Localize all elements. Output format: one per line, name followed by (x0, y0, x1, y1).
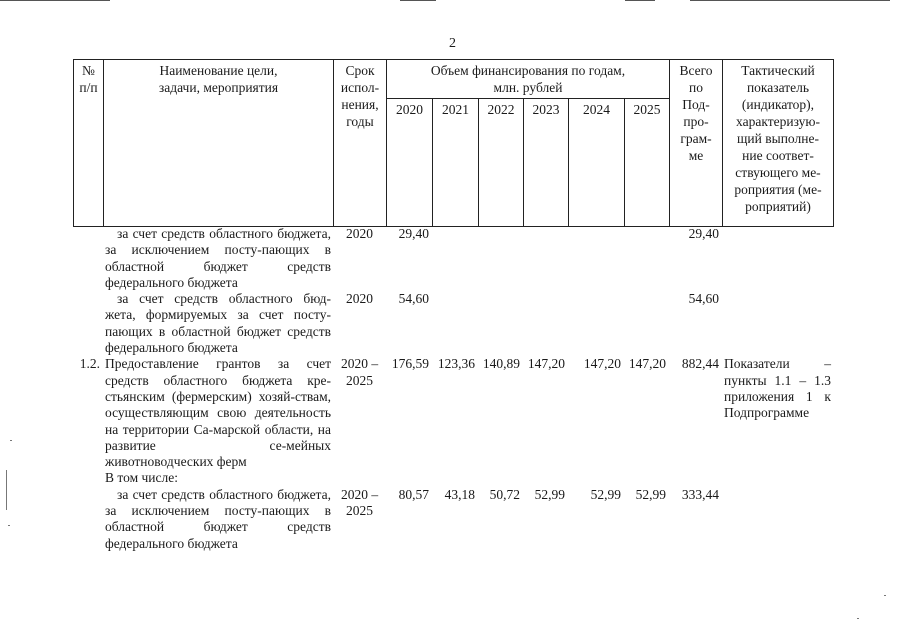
row-value: 80,57 (398, 486, 429, 502)
header-year: 2022 (479, 99, 524, 227)
scan-artifact (857, 618, 859, 619)
page-number: 2 (449, 36, 456, 51)
row-total: 882,44 (681, 356, 719, 372)
scan-artifact (625, 0, 655, 1)
header-term: Срок испол- нения, годы (334, 60, 387, 227)
scan-artifact (8, 525, 10, 526)
row-value (432, 291, 478, 356)
row-value: 52,99 (590, 486, 621, 502)
row-value (624, 226, 669, 291)
row-term: 2020 – 2025 (340, 486, 379, 519)
row-value: 52,99 (534, 486, 565, 502)
row-term: 2020 (346, 226, 373, 241)
row-indicator (722, 487, 833, 552)
row-value (568, 226, 624, 291)
row-indicator (722, 226, 833, 291)
row-value (478, 470, 523, 486)
row-value: 147,20 (628, 356, 666, 372)
row-value (568, 470, 624, 486)
table-row (73, 487, 833, 552)
row-value: 123,36 (437, 356, 475, 372)
row-term: 2020 – 2025 (340, 356, 379, 388)
row-name: В том числе: (105, 470, 178, 486)
row-number: 1.2. (79, 356, 100, 372)
header-total: Всего по Под- про- грам- ме (670, 60, 723, 227)
header-year: 2025 (625, 99, 670, 227)
header-year: 2020 (387, 99, 433, 227)
header-year: 2021 (433, 99, 479, 227)
row-value (624, 470, 669, 486)
row-value: 43,18 (444, 486, 475, 502)
row-value (432, 226, 478, 291)
row-indicator (722, 470, 833, 486)
row-value (523, 291, 568, 356)
row-number (73, 487, 103, 552)
row-name: за счет средств областного бюджета, за исключением посту-пающих в областной бюджет средств федерального бюджета (105, 486, 331, 551)
header-name: Наименование цели, задачи, мероприятия (104, 60, 334, 227)
scan-artifact (6, 470, 7, 510)
row-name: Предоставление грантов за счет средств областного бюджета кре-стьянским (фермерским) хозяй-ствам, осуществляющим свою деятельность на территории Са-марской области, на развитие се-мейных животноводческих ферм (105, 356, 331, 470)
table-row (73, 226, 833, 291)
row-value: 147,20 (527, 356, 565, 372)
table-row (73, 470, 833, 486)
scan-artifact (400, 0, 436, 1)
table-row (73, 356, 833, 470)
scan-artifact (690, 0, 890, 1)
row-number (73, 291, 103, 356)
scan-artifact (884, 595, 886, 596)
scan-artifact (10, 440, 12, 441)
row-value: 54,60 (398, 291, 429, 307)
row-name: за счет средств областного бюд-жета, формируемых за счет посту-пающих в областной бюджет средств федерального бюджета (105, 291, 331, 356)
row-total: 333,44 (681, 486, 719, 502)
row-number (73, 226, 103, 291)
row-value (523, 470, 568, 486)
row-value (478, 291, 523, 356)
row-number (73, 470, 103, 486)
row-total: 54,60 (688, 291, 719, 307)
table-row (73, 291, 833, 356)
row-value (478, 226, 523, 291)
row-value: 176,59 (391, 356, 429, 372)
header-indicator: Тактический показатель (индикатор), характеризую- щий выполне- ние соответ- ствующего ме- роприятия (ме- роприятий) (723, 60, 834, 227)
row-name: за счет средств областного бюджета, за исключением посту-пающих в областной бюджет средств федерального бюджета (105, 226, 331, 290)
row-value (523, 226, 568, 291)
header-financing: Объем финансирования по годам, млн. рублей (387, 60, 670, 99)
row-indicator: Показатели – пункты 1.1 – 1.3 приложения 1 к Подпрограмме (724, 356, 831, 421)
header-year: 2023 (524, 99, 569, 227)
row-total (669, 470, 722, 486)
table-header (73, 59, 834, 227)
row-value: 52,99 (635, 486, 666, 502)
row-term: 2020 (346, 291, 373, 307)
row-value (386, 470, 432, 486)
header-no: № п/п (74, 60, 104, 227)
row-value: 147,20 (583, 356, 621, 372)
table-body (73, 226, 833, 552)
row-total: 29,40 (688, 226, 719, 241)
scan-artifact (0, 0, 110, 1)
header-year: 2024 (569, 99, 625, 227)
row-value: 29,40 (398, 226, 429, 241)
row-value (432, 470, 478, 486)
row-value: 50,72 (489, 486, 520, 502)
row-value: 140,89 (482, 356, 520, 372)
row-value (568, 291, 624, 356)
row-indicator (722, 291, 833, 356)
row-term (333, 470, 386, 486)
row-value (624, 291, 669, 356)
